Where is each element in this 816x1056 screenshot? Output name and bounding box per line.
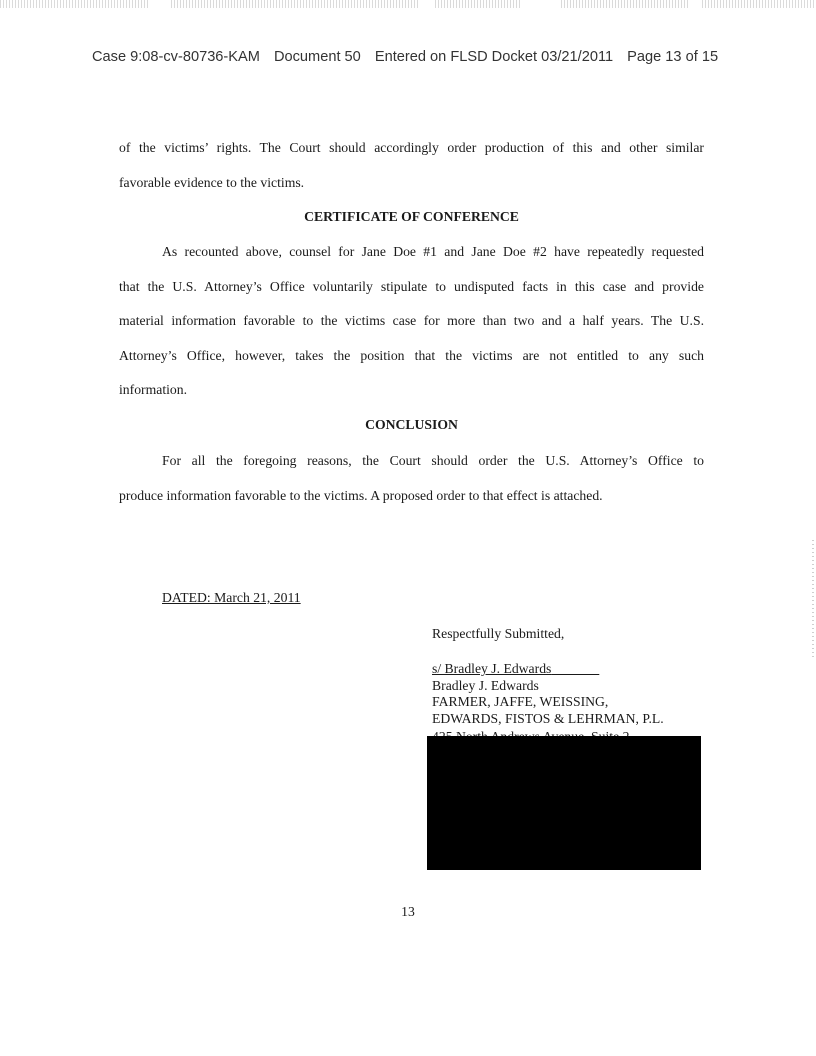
signature-closing: Respectfully Submitted, xyxy=(432,626,565,641)
intro-paragraph xyxy=(119,131,704,200)
paragraph-line: For all the foregoing reasons, the Court should order the U.S. Attorney’s Office to xyxy=(162,453,704,468)
redaction-box xyxy=(427,736,701,870)
conclusion-paragraph xyxy=(119,444,704,513)
certificate-heading: CERTIFICATE OF CONFERENCE xyxy=(304,209,519,224)
header-case-number: Case 9:08-cv-80736-KAM xyxy=(92,49,260,65)
docket-header xyxy=(92,49,752,65)
header-document-number: Document 50 xyxy=(273,49,361,65)
paragraph-line: Attorney’s Office, however, takes the position that the victims are not entitled to any such xyxy=(119,347,704,363)
header-entered-docket: Entered on FLSD Docket 03/21/2011 xyxy=(374,49,614,65)
partially-redacted-address xyxy=(432,729,692,736)
paragraph-line: material information favorable to the victims case for more than two and a half years. The U.S. xyxy=(119,313,704,328)
firm-name-line-1: FARMER, JAFFE, WEISSING, xyxy=(432,694,609,709)
paragraph-line: favorable evidence to the victims. xyxy=(119,174,305,190)
signature-block xyxy=(432,661,664,727)
header-page-count: Page 13 of 15 xyxy=(627,49,719,65)
scan-artifact-top-edge xyxy=(0,0,816,8)
paragraph-line: that the U.S. Attorney’s Office voluntarily stipulate to undisputed facts in this case and provide xyxy=(119,278,704,294)
conclusion-heading: CONCLUSION xyxy=(365,417,458,432)
paragraph-line: As recounted above, counsel for Jane Doe #1 and Jane Doe #2 have repeatedly requested xyxy=(162,244,704,259)
page-number: 13 xyxy=(401,904,415,919)
scan-artifact-right-edge xyxy=(812,540,814,660)
attorney-name: Bradley J. Edwards xyxy=(432,677,539,693)
paragraph-line: information. xyxy=(119,382,188,397)
firm-name-line-2: EDWARDS, FISTOS & LEHRMAN, P.L. xyxy=(432,710,664,726)
dated-line: DATED: March 21, 2011 xyxy=(162,590,301,605)
paragraph-line: produce information favorable to the victims. A proposed order to that effect is attached. xyxy=(119,487,603,503)
paragraph-line: of the victims’ rights. The Court should accordingly order production of this and other similar xyxy=(119,140,704,155)
certificate-paragraph xyxy=(119,235,704,408)
electronic-signature: s/ Bradley J. Edwards xyxy=(432,661,552,676)
